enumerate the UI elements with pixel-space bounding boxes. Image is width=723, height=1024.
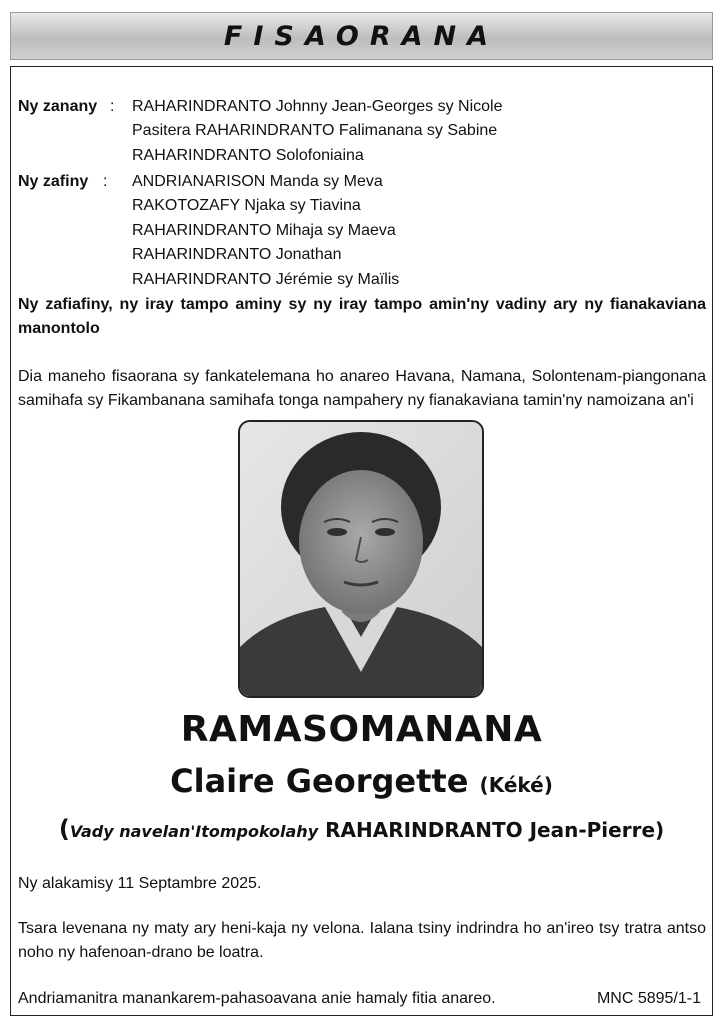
- deceased-given-name: Claire Georgette: [170, 762, 469, 800]
- zafiny-colon: :: [103, 173, 108, 190]
- zafiny-label: Ny zafiny: [18, 173, 89, 190]
- zafiny-name-1: ANDRIANARISON Manda sy Meva: [132, 173, 383, 190]
- spouse-line: [0, 813, 723, 848]
- deceased-surname: RAMASOMANANA: [180, 709, 543, 750]
- zafiny-name-3: RAHARINDRANTO Mihaja sy Maeva: [132, 222, 396, 239]
- spouse-name: RAHARINDRANTO Jean-Pierre): [325, 818, 665, 842]
- zanany-colon: :: [110, 98, 115, 115]
- portrait-illustration: [240, 422, 482, 696]
- deceased-nickname: (Kéké): [479, 773, 553, 797]
- zafiny-name-5: RAHARINDRANTO Jérémie sy Maïlis: [132, 271, 400, 288]
- closing-message: Tsara levenana ny maty ary heni-kaja ny velona. Ialana tsiny indrindra ho an'ireo tsy tratra antso noho ny hafenoan-drano be loatra.: [18, 920, 706, 961]
- zanany-name-1: RAHARINDRANTO Johnny Jean-Georges sy Nicole: [132, 98, 503, 115]
- zafiny-name-2: RAKOTOZAFY Njaka sy Tiavina: [132, 197, 361, 214]
- zanany-name-3: RAHARINDRANTO Solofoniaina: [132, 147, 364, 164]
- zanany-label: Ny zanany: [18, 98, 98, 115]
- thanks-paragraph: Dia maneho fisaorana sy fankatelemana ho anareo Havana, Namana, Solontenam-piangonana samihafa sy Fikambanana samihafa tonga nampahery ny fianakaviana tamin'ny namoizana an'i: [18, 368, 706, 409]
- portrait-photo: [238, 420, 484, 698]
- zafiafiny-text: Ny zafiafiny, ny iray tampo aminy sy ny iray tampo amin'ny vadiny ary ny fianakaviana manontolo: [18, 296, 706, 337]
- zafiny-name-4: RAHARINDRANTO Jonathan: [132, 246, 342, 263]
- service-date: Ny alakamisy 11 Septambre 2025.: [18, 875, 262, 892]
- deceased-given-line: [0, 760, 723, 806]
- reference-code: MNC 5895/1-1: [596, 990, 701, 1007]
- spouse-open-paren: (: [58, 815, 70, 843]
- blessing-text: Andriamanitra manankarem-pahasoavana anie hamaly fitia anareo.: [18, 990, 496, 1007]
- page-title: FISAORANA: [223, 20, 500, 52]
- spouse-prefix: Vady navelan'Itompokolahy: [69, 822, 319, 841]
- zanany-name-2: Pasitera RAHARINDRANTO Falimanana sy Sabine: [132, 122, 498, 139]
- header-banner: [10, 12, 713, 60]
